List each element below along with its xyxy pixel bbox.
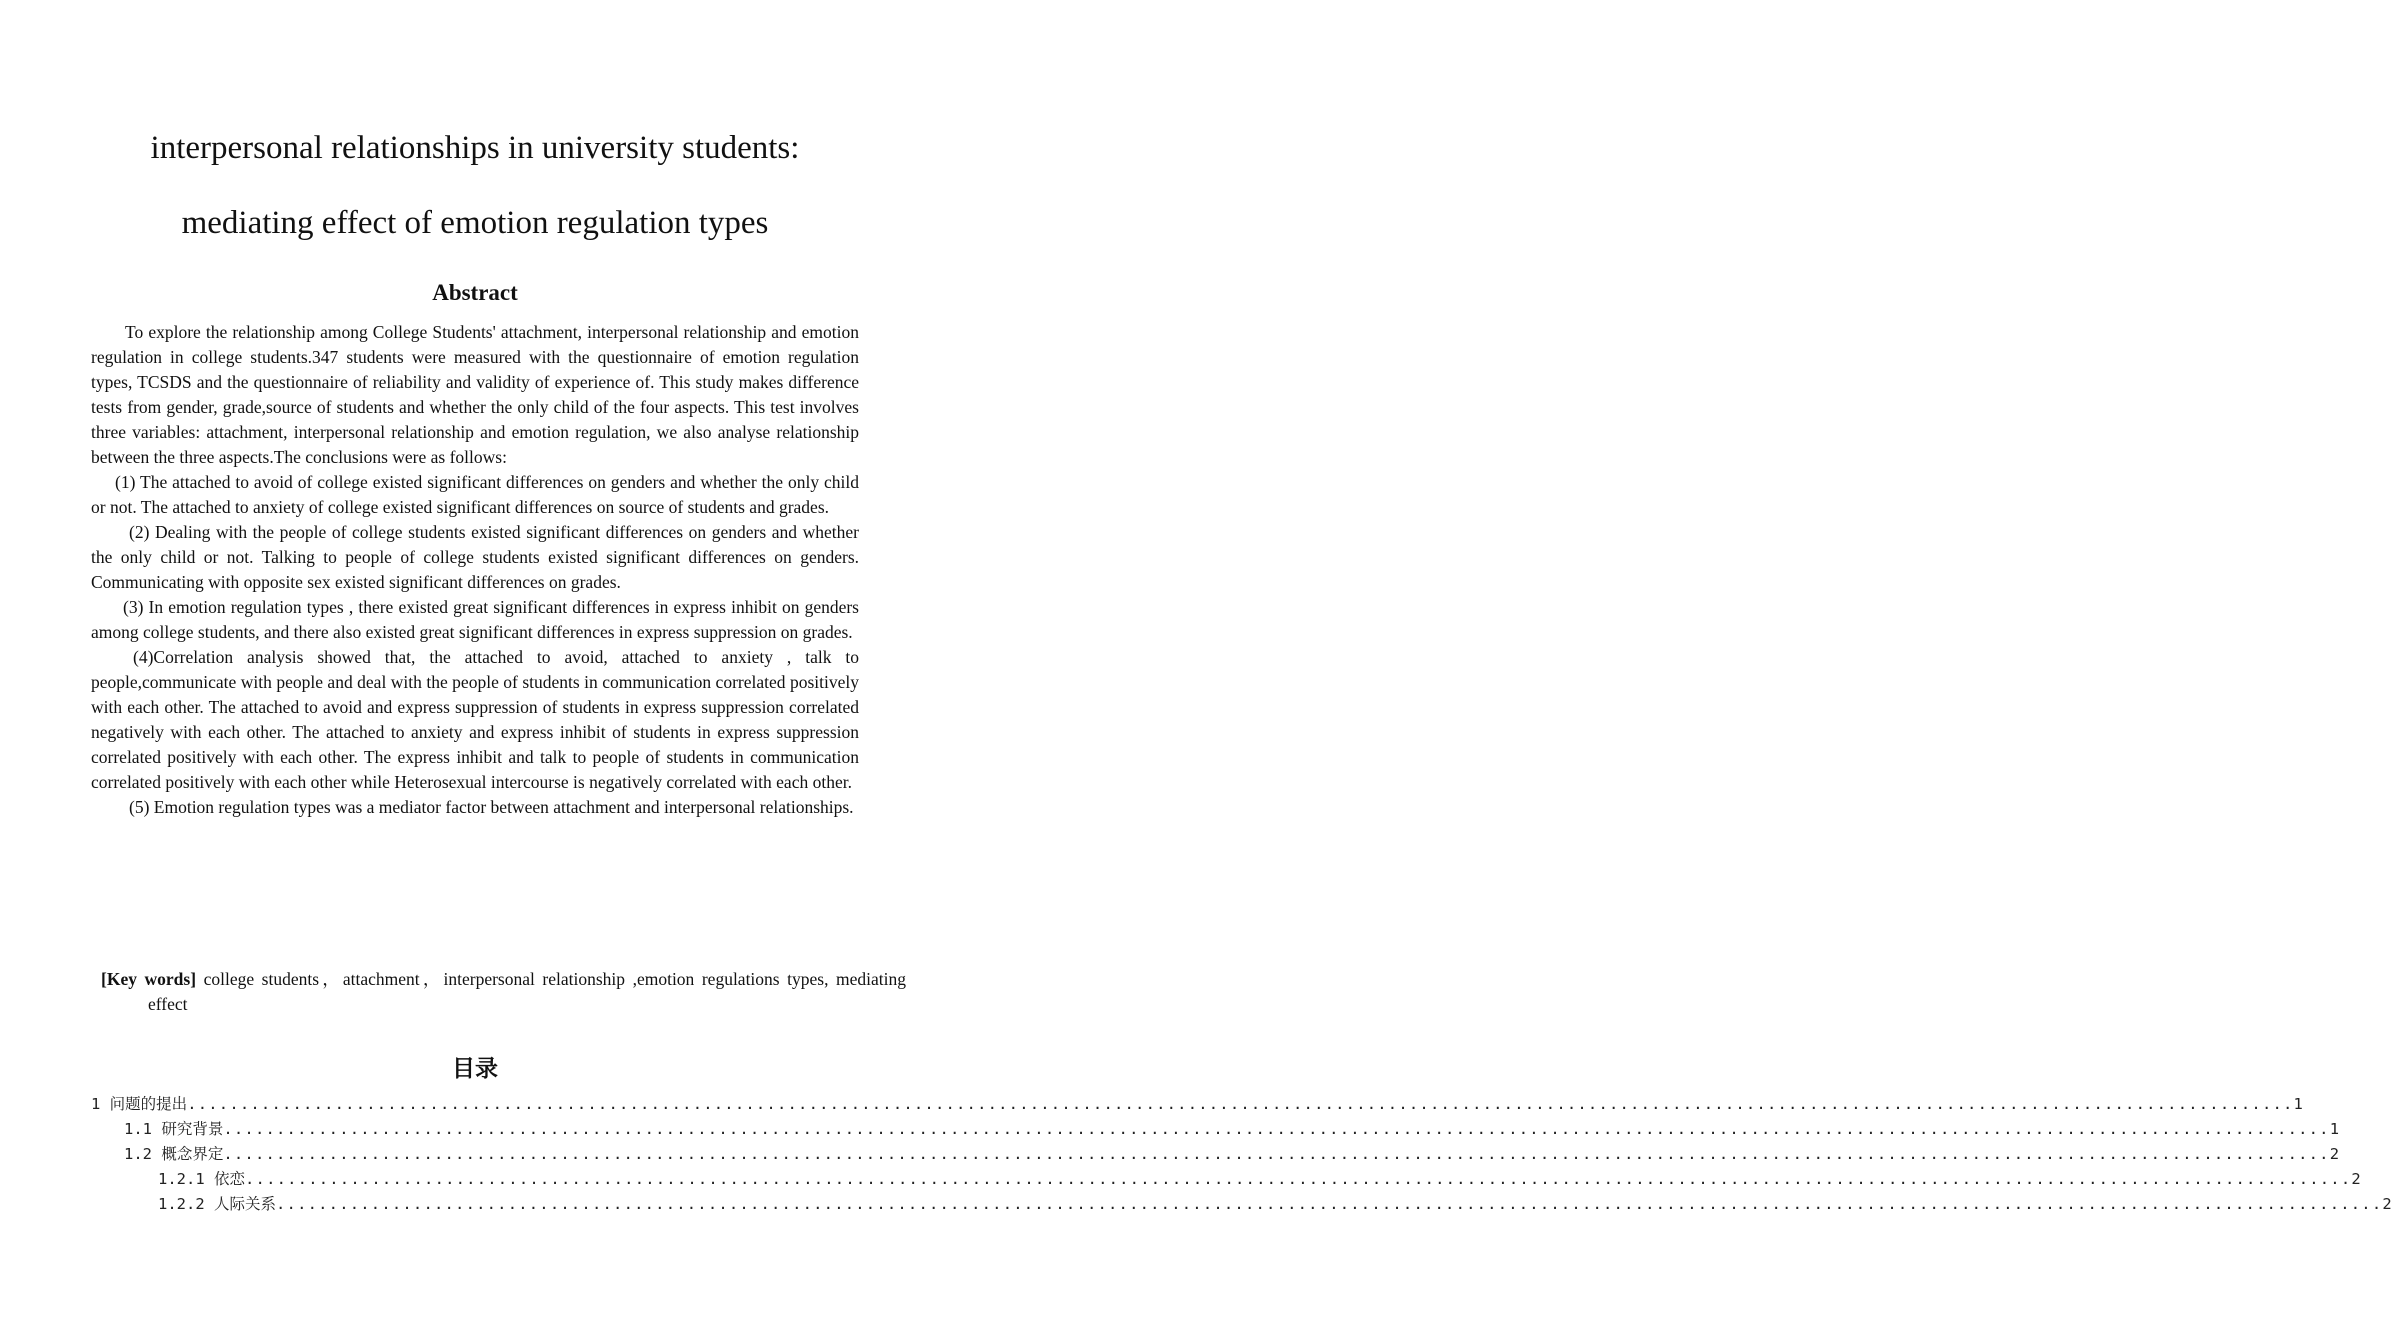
keywords-paragraph xyxy=(101,967,906,1017)
toc-leader-dots: ........................................................................................................................................................................................................ xyxy=(245,1170,2352,1188)
table-of-contents xyxy=(91,1092,2392,1217)
toc-entry[interactable] xyxy=(124,1142,2340,1167)
toc-leader-dots: ........................................................................................................................................................................................................ xyxy=(276,1195,2383,1213)
toc-leader-dots: ........................................................................................................................................................................................................ xyxy=(187,1095,2294,1113)
conclusion-paragraph-3: (3) In emotion regulation types , there existed great significant differences in express inhibit on genders among college students, and there also existed great significant differences in express suppression on grades. xyxy=(91,597,859,642)
toc-entry[interactable] xyxy=(91,1092,2303,1117)
keywords-text: college students，attachment，interpersonal relationship ,emotion regulations types, mediating effect xyxy=(148,969,907,1014)
toc-entry[interactable] xyxy=(158,1192,2392,1217)
conclusion-paragraph-1: (1) The attached to avoid of college existed significant differences on genders and whether the only child or not. The attached to anxiety of college existed significant differences on source of students and grades. xyxy=(91,472,859,517)
abstract-intro-paragraph: To explore the relationship among College Students' attachment, interpersonal relationship and emotion regulation in college students.347 students were measured with the questionnaire of emotion regulation types, TCSDS and the questionnaire of reliability and validity of experience of. This study makes difference tests from gender, grade,source of students and whether the only child of the four aspects. This test involves three variables: attachment, interpersonal relationship and emotion regulation, we also analyse relationship between the three aspects.The conclusions were as follows: xyxy=(91,322,859,467)
toc-entry-page: 2 xyxy=(2329,1145,2340,1163)
toc-entry-page: 2 xyxy=(2351,1170,2361,1188)
toc-entry-title: 研究背景 xyxy=(161,1120,224,1138)
toc-entry-title: 依恋 xyxy=(214,1170,246,1188)
toc-entry[interactable] xyxy=(124,1117,2340,1142)
conclusion-paragraph-5: (5) Emotion regulation types was a mediator factor between attachment and interpersonal relationships. xyxy=(129,797,854,817)
paper-title-line-2: mediating effect of emotion regulation types xyxy=(181,205,769,241)
toc-entry-page: 1 xyxy=(2329,1120,2340,1138)
toc-entry-number: 1 xyxy=(91,1095,110,1113)
toc-entry-page: 2 xyxy=(2382,1195,2392,1213)
conclusion-paragraph-2: (2) Dealing with the people of college students existed significant differences on genders and whether the only child or not. Talking to people of college students existed significant differences on genders. Communicating with opposite sex existed significant differences on grades. xyxy=(91,522,859,592)
toc-entry-title: 人际关系 xyxy=(214,1195,277,1213)
toc-entry[interactable] xyxy=(158,1167,2361,1192)
keywords-label: [Key words] xyxy=(101,969,197,989)
toc-entry-page: 1 xyxy=(2293,1095,2303,1113)
toc-entry-title: 概念界定 xyxy=(161,1145,224,1163)
toc-leader-dots: ........................................................................................................................................................................................................ xyxy=(223,1120,2330,1138)
toc-entry-number: 1.1 xyxy=(124,1120,162,1138)
toc-entry-number: 1.2.2 xyxy=(158,1195,214,1213)
conclusion-paragraph-4: (4)Correlation analysis showed that, the attached to avoid, attached to anxiety , talk to people,communicate with people and deal with the people of students in communication correlated positively with each other. The attached to avoid and express suppression of students in express suppression correlated negatively with each other. The attached to anxiety and express inhibit of students in express suppression correlated positively with each other. The express inhibit and talk to people of students in communication correlated positively with each other while Heterosexual intercourse is negatively correlated with each other. xyxy=(91,647,859,792)
toc-entry-title: 问题的提出 xyxy=(109,1095,188,1113)
abstract-heading: Abstract xyxy=(432,280,518,305)
paper-title-line-1: interpersonal relationships in university students: xyxy=(150,130,800,166)
toc-heading: 目录 xyxy=(452,1056,498,1082)
abstract-body xyxy=(91,320,859,820)
toc-entry-number: 1.2 xyxy=(124,1145,162,1163)
toc-entry-number: 1.2.1 xyxy=(158,1170,214,1188)
toc-leader-dots: ........................................................................................................................................................................................................ xyxy=(223,1145,2330,1163)
